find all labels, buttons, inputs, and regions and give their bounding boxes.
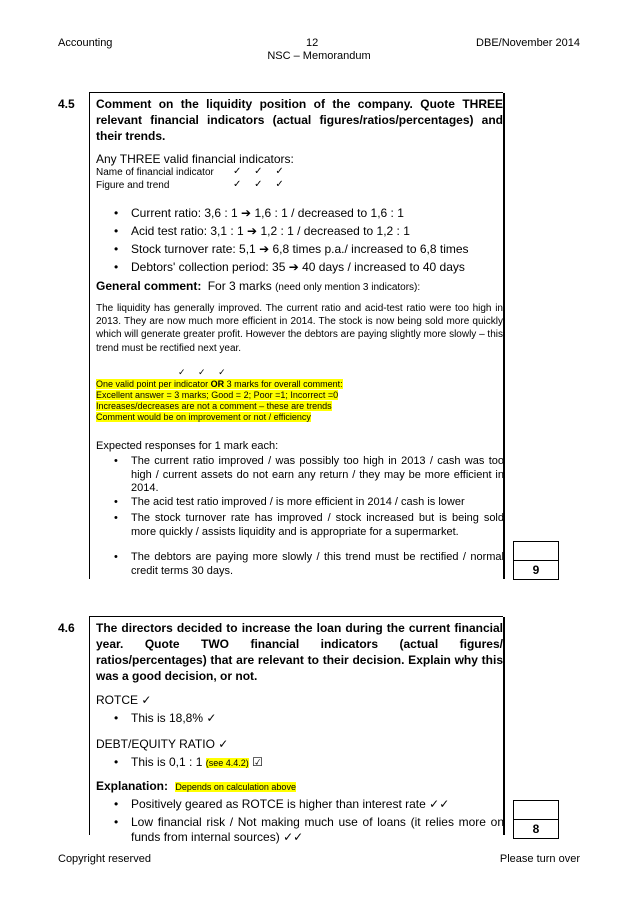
explanation-text: Positively geared as ROTCE is higher than interest rate ✓✓: [131, 797, 450, 811]
indicator-name-label: Name of financial indicator: [96, 167, 214, 178]
indicator-bullet: • Debtors' collection period: 35 ➔ 40 days / increased to 40 days: [114, 260, 465, 274]
explanation-bullet: • Low financial risk / Not making much use of loans (it relies more on funds from internal sources) ✓✓: [114, 815, 504, 844]
indicators-intro: Any THREE valid financial indicators:: [96, 152, 294, 166]
note-line-4: Comment would be on improvement or not / efficiency: [96, 412, 311, 422]
rotce-value: This is 18,8% ✓: [131, 711, 217, 725]
marks-value-4-6: 8: [532, 822, 540, 836]
header-subject: Accounting: [58, 37, 113, 49]
figure-trend-ticks: ✓ ✓ ✓: [233, 179, 289, 190]
debt-equity-value: This is 0,1 : 1: [131, 755, 203, 769]
paragraph-ticks: ✓ ✓ ✓: [178, 367, 231, 377]
debt-equity-label: DEBT/EQUITY RATIO ✓: [96, 737, 229, 751]
expected-bullet: • The stock turnover rate has improved / stock increased but is being sold more quickly / assists liquidity and is appropriate for a supermarket.: [114, 512, 504, 538]
header-page-number: 12: [306, 37, 319, 49]
expected-bullet: • The debtors are paying more slowly / this trend must be rectified / normal credit terms 30 days.: [114, 551, 504, 577]
expected-text: The stock turnover rate has improved / stock increased but is being sold more quickly / assists liquidity and is appropriate for a supermarket.: [131, 512, 504, 538]
footer-copyright: Copyright reserved: [58, 853, 151, 865]
question-4-6-text: The directors decided to increase the loan during the current financial year. Quote TWO financial indicators (actual figures/ ratios/percentages) that are relevant to their decision. Explain why this was a good decision, or not.: [96, 621, 503, 683]
note-line-1-or: OR: [210, 379, 225, 389]
expected-text: The current ratio improved / was possibly too high in 2013 / cash was too high / current assets do not earn any return / they may be more efficient in 2014.: [131, 455, 504, 494]
general-comment: [96, 279, 420, 293]
question-number-4-5: 4.5: [58, 97, 75, 111]
expected-text: The acid test ratio improved / is more efficient in 2014 / cash is lower: [131, 496, 465, 508]
header-subtitle: NSC – Memorandum: [267, 50, 371, 62]
marks-value-4-5: 9: [532, 563, 540, 577]
marking-notes: [96, 379, 343, 423]
rotce-label: ROTCE ✓: [96, 693, 152, 707]
expected-title: Expected responses for 1 mark each:: [96, 440, 279, 452]
indicator-bullet: • Acid test ratio: 3,1 : 1 ➔ 1,2 : 1 / decreased to 1,2 : 1: [114, 224, 410, 238]
explanation-label: Explanation:: [96, 779, 169, 793]
liquidity-paragraph: The liquidity has generally improved. The current ratio and acid-test ratio were too high in 2013. They are now much more efficient in 2014. The stock is now being sold more quickly which will generate greater profit. However the debtors are paying slightly more slowly – this trend must be rectified next year.: [96, 303, 503, 354]
expected-bullet: • The acid test ratio improved / is more efficient in 2014 / cash is lower: [114, 496, 504, 510]
note-line-1a: One valid point per indicator: [96, 379, 211, 389]
question-4-5-text: Comment on the liquidity position of the company. Quote THREE relevant financial indicators (actual figures/ratios/percentages) and their trends.: [96, 97, 503, 143]
explanation-text: Low financial risk / Not making much use of loans (it relies more on funds from internal sources) ✓✓: [131, 815, 504, 844]
debt-equity-bullet: • This is 0,1 : 1 (see 4.4.2) ☑: [114, 755, 263, 769]
figure-trend-label: Figure and trend: [96, 180, 170, 191]
explanation-note: Depends on calculation above: [175, 782, 296, 792]
explanation-row: [96, 779, 296, 793]
debt-equity-note: (see 4.4.2): [205, 758, 249, 768]
marks-box-4-6: [513, 800, 559, 839]
indicator-text: Debtors' collection period: 35 ➔ 40 days / increased to 40 days: [131, 260, 465, 274]
general-comment-label: General comment:: [96, 279, 202, 293]
indicator-text: Stock turnover rate: 5,1 ➔ 6,8 times p.a./ increased to 6,8 times: [131, 242, 469, 256]
indicator-bullet: • Stock turnover rate: 5,1 ➔ 6,8 times p.a./ increased to 6,8 times: [114, 242, 469, 256]
general-comment-marks: For 3 marks: [207, 279, 272, 293]
expected-bullet: • The current ratio improved / was possibly too high in 2013 / cash was too high / current assets do not earn any return / they may be more efficient in 2014.: [114, 455, 504, 494]
rotce-bullet: • This is 18,8% ✓: [114, 711, 217, 725]
question-number-4-6: 4.6: [58, 621, 75, 635]
note-line-2: Excellent answer = 3 marks; Good = 2; Poor =1; Incorrect =0: [96, 390, 339, 400]
indicator-bullet: • Current ratio: 3,6 : 1 ➔ 1,6 : 1 / decreased to 1,6 : 1: [114, 206, 404, 220]
indicator-text: Acid test ratio: 3,1 : 1 ➔ 1,2 : 1 / decreased to 1,2 : 1: [131, 224, 410, 238]
explanation-bullet: • Positively geared as ROTCE is higher than interest rate ✓✓: [114, 797, 504, 811]
indicator-name-ticks: ✓ ✓ ✓: [233, 166, 289, 177]
expected-text: The debtors are paying more slowly / this trend must be rectified / normal credit terms 30 days.: [131, 551, 504, 577]
checked-box-icon: ☑: [252, 755, 263, 769]
indicator-text: Current ratio: 3,6 : 1 ➔ 1,6 : 1 / decreased to 1,6 : 1: [131, 206, 404, 220]
header-exam: DBE/November 2014: [476, 37, 580, 49]
note-line-3: Increases/decreases are not a comment – these are trends: [96, 401, 332, 411]
marks-box-4-5: [513, 541, 559, 580]
general-comment-note: (need only mention 3 indicators):: [275, 282, 421, 293]
note-line-1b: 3 marks for overall comment:: [224, 379, 343, 389]
footer-turn-over: Please turn over: [499, 853, 580, 865]
